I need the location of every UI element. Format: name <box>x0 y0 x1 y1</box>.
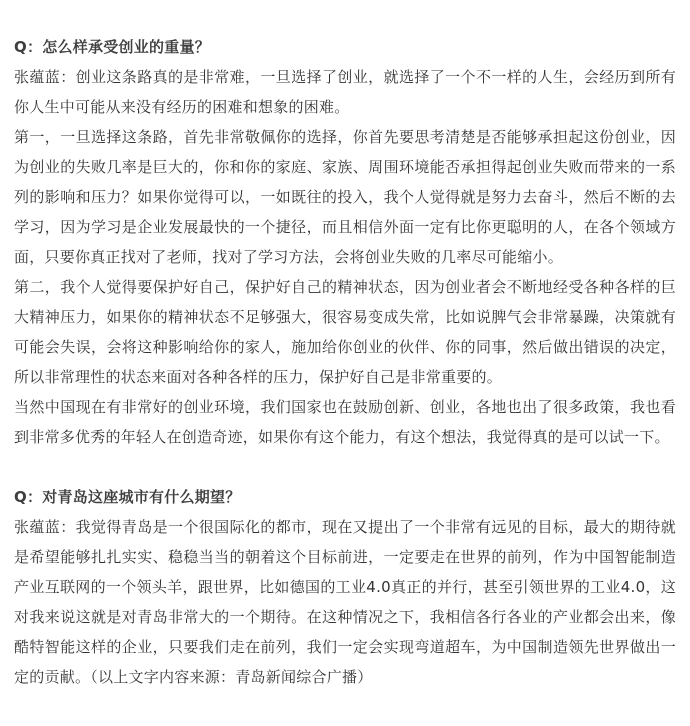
answer-paragraph-1: 张蕴蓝：创业这条路真的是非常难，一旦选择了创业，就选择了一个不一样的人生，会经历到所有你人生中可能从来没有经历的困难和想象的困难。 <box>14 68 676 116</box>
answer-paragraph-5: 张蕴蓝：我觉得青岛是一个很国际化的都市，现在又提出了一个非常有远见的目标，最大的期待就是希望能够扎扎实实、稳稳当当的朝着这个目标前进，一定要走在世界的前列，作为中国智能制造产业互联网的一个领头羊，跟世界，比如德国的工业4.0真正的并行，甚至引领世界的工业4.0，这对我来说这就是对青岛非常大的一个期待。在这种情况之下，我相信各行各业的产业都会出来，像酷特智能这样的企业，只要我们走在前列，我们一定会实现弯道超车，为中国制造领先世界做出一定的贡献。（以上文字内容来源：青岛新闻综合广播） <box>14 518 676 686</box>
answer-paragraph-3: 第二，我个人觉得要保护好自己，保护好自己的精神状态，因为创业者会不断地经受各种各样的巨大精神压力，如果你的精神状态不足够强大，很容易变成失常，比如说脾气会非常暴躁，决策就有可能会失误，会将这种影响给你的家人，施加给你创业的伙伴、你的同事，然后做出错误的决定，所以非常理性的状态来面对各种各样的压力，保护好自己是非常重要的。 <box>14 278 676 386</box>
question-heading-1: Q：怎么样承受创业的重量？ <box>14 38 211 56</box>
section-spacer <box>14 452 676 482</box>
answer-paragraph-2: 第一，一旦选择这条路，首先非常敬佩你的选择，你首先要思考清楚是否能够承担起这份创业，因为创业的失败几率是巨大的，你和你的家庭、家族、周围环境能否承担得起创业失败而带来的一系列的影响和压力？如果你觉得可以，一如既往的投入，我个人觉得就是努力去奋斗，然后不断的去学习，因为学习是企业发展最快的一个捷径，而且相信外面一定有比你更聪明的人，在各个领域方面，只要你真正找对了老师，找对了学习方法，会将创业失败的几率尽可能缩小。 <box>14 128 676 266</box>
question-heading-2: Q：对青岛这座城市有什么期望？ <box>14 488 241 506</box>
answer-paragraph-4: 当然中国现在有非常好的创业环境，我们国家也在鼓励创新、创业，各地也出了很多政策，我也看到非常多优秀的年轻人在创造奇迹，如果你有这个能力，有这个想法，我觉得真的是可以试一下。 <box>14 398 676 446</box>
